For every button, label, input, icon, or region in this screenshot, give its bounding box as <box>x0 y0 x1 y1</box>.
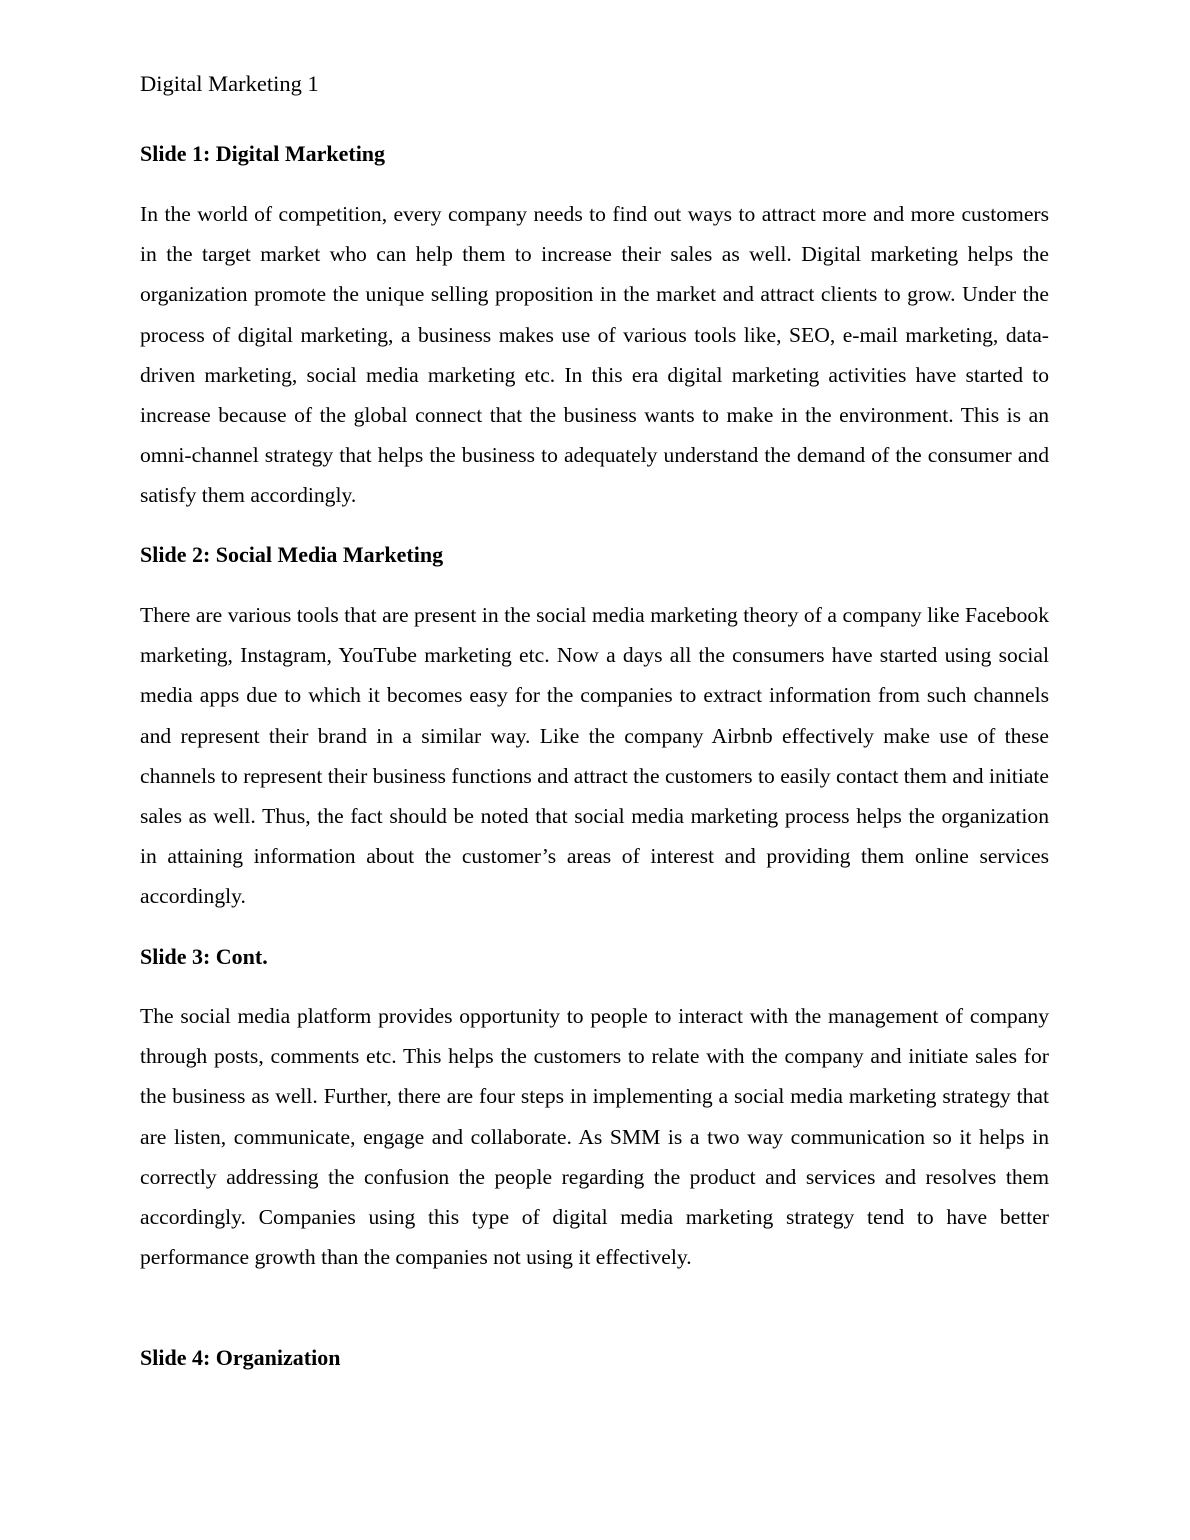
section-body-slide-3: The social media platform provides opportunity to people to interact with the management of company through posts, comments etc. This helps the customers to relate with the company and initiate sales for the business as well. Further, there are four steps in implementing a social media marketing strategy that are listen, communicate, engage and collaborate. As SMM is a two way communication so it helps in correctly addressing the confusion the people regarding the product and services and resolves them accordingly. Companies using this type of digital media marketing strategy tend to have better performance growth than the companies not using it effectively. <box>140 1004 1049 1270</box>
section-heading-slide-1: Slide 1: Digital Marketing <box>140 141 386 166</box>
section-body-slide-1: In the world of competition, every company needs to find out ways to attract more and more customers in the target market who can help them to increase their sales as well. Digital marketing helps the organization promote the unique selling proposition in the market and attract clients to grow. Under the process of digital marketing, a business makes use of various tools like, SEO, e-mail marketing, data-driven marketing, social media marketing etc. In this era digital marketing activities have started to increase because of the global connect that the business wants to make in the environment. This is an omni-channel strategy that helps the business to adequately understand the demand of the consumer and satisfy them accordingly. <box>140 202 1049 508</box>
section-heading-slide-4: Slide 4: Organization <box>140 1345 341 1370</box>
section-heading-slide-3: Slide 3: Cont. <box>140 944 268 969</box>
section-body-slide-2: There are various tools that are present in the social media marketing theory of a company like Facebook marketing, Instagram, YouTube marketing etc. Now a days all the consumers have started using social media apps due to which it becomes easy for the companies to extract information from such channels and represent their brand in a similar way. Like the company Airbnb effectively make use of these channels to represent their business functions and attract the customers to easily contact them and initiate sales as well. Thus, the fact should be noted that social media marketing process helps the organization in attaining information about the customer’s areas of interest and providing them online services accordingly. <box>140 603 1049 909</box>
running-head: Digital Marketing 1 <box>140 71 319 96</box>
section-heading-slide-2: Slide 2: Social Media Marketing <box>140 542 444 567</box>
